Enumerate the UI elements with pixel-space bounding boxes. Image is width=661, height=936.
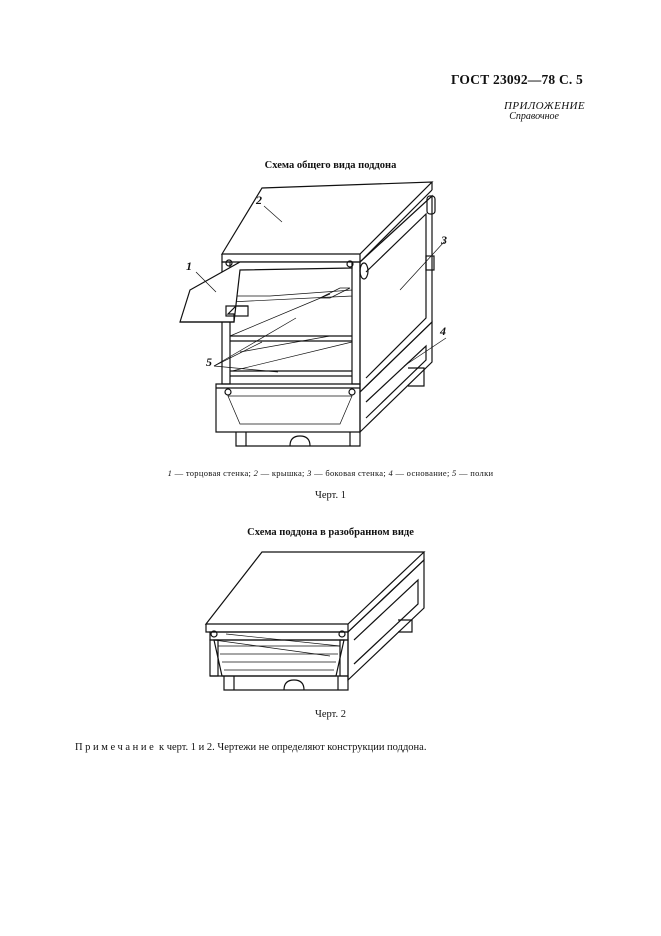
note-lead: Примечание xyxy=(75,742,157,753)
note xyxy=(75,742,426,753)
label-2: 2 xyxy=(256,193,262,207)
legend-text-3: — боковая стенка; xyxy=(311,468,389,478)
appendix-subtitle: Справочное xyxy=(509,111,559,122)
legend-num-3: 3 xyxy=(307,468,312,478)
legend-num-2: 2 xyxy=(253,468,259,478)
label-1: 1 xyxy=(186,259,192,273)
legend-num-1: 1 xyxy=(167,468,173,478)
legend-text-5: — полки xyxy=(456,468,494,478)
label-4: 4 xyxy=(440,324,446,338)
figure2-title: Схема поддона в разобранном виде xyxy=(247,527,414,538)
legend-text-2: — крышка; xyxy=(258,468,308,478)
legend-text-4: — основание; xyxy=(393,468,453,478)
figure1-caption: Черт. 1 xyxy=(315,490,346,501)
page-header: ГОСТ 23092—78 С. 5 xyxy=(450,72,583,87)
legend-text-1: — торцовая стенка; xyxy=(172,468,254,478)
legend-num-5: 5 xyxy=(452,468,457,478)
figure2-caption: Черт. 2 xyxy=(315,709,346,720)
label-5: 5 xyxy=(206,355,212,369)
figure1-title: Схема общего вида поддона xyxy=(264,160,397,171)
legend-num-4: 4 xyxy=(388,468,394,478)
label-3: 3 xyxy=(441,233,447,247)
folded-lid xyxy=(206,552,424,624)
note-text: к черт. 1 и 2. Чертежи не определяют конструкции поддона. xyxy=(156,742,427,753)
appendix-title: ПРИЛОЖЕНИЕ xyxy=(504,100,585,112)
